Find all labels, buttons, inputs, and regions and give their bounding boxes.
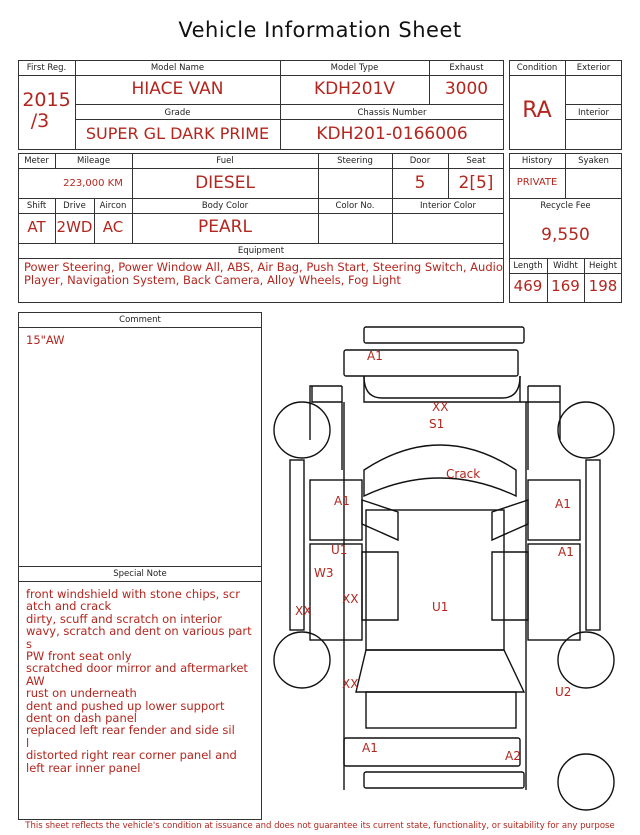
diagram-roof [366, 510, 504, 650]
special-note-line: left rear inner panel [26, 760, 141, 775]
model-name-label: Model Name [150, 63, 205, 73]
mark-left-xx1: XX [342, 592, 359, 606]
special-note-label: Special Note [113, 569, 167, 579]
equipment-label: Equipment [237, 246, 285, 256]
mark-right-front: A1 [555, 497, 571, 511]
diagram-right-front-fender [528, 386, 560, 470]
diagram-left-front-door [310, 480, 362, 540]
special-note-line: rust on underneath [26, 686, 137, 701]
drive-label: Drive [63, 201, 86, 211]
condition-label: Condition [516, 63, 558, 73]
chassis-number-value: KDH201-0166006 [316, 124, 468, 144]
vehicle-damage-diagram [270, 320, 630, 820]
special-note-line: scratched door mirror and aftermarket [26, 661, 248, 676]
recycle-fee-label: Recycle Fee [540, 201, 591, 211]
diagram-left-front-fender [310, 386, 342, 470]
height-label: Height [588, 261, 618, 271]
mileage-label: Mileage [76, 156, 111, 166]
first-reg-year: 2015 [22, 89, 71, 111]
interior-label: Interior [577, 108, 609, 118]
special-note-line: wavy, scratch and dent on various part [26, 624, 252, 639]
syaken-label: Syaken [578, 156, 609, 166]
equipment-line-2: Player, Navigation System, Back Camera, Alloy Wheels, Fog Light [24, 273, 401, 287]
special-note-line: replaced left rear fender and side sil [26, 723, 235, 738]
diagram-front-bumper-upper [364, 327, 524, 343]
exhaust-label: Exhaust [449, 63, 484, 73]
page-title: Vehicle Information Sheet [178, 18, 462, 42]
history-label: History [521, 156, 553, 166]
width-value: 169 [551, 277, 580, 295]
aircon-label: Aircon [99, 201, 127, 211]
mark-roof: U1 [432, 600, 449, 614]
fuel-label: Fuel [216, 156, 234, 166]
chassis-number-label: Chassis Number [357, 108, 427, 118]
aircon-value: AC [102, 218, 124, 236]
seat-label: Seat [466, 156, 486, 166]
history-value: PRIVATE [516, 177, 558, 188]
diagram-rear-bumper-lower [364, 772, 524, 788]
body-color-label: Body Color [201, 201, 249, 211]
drive-value: 2WD [56, 218, 93, 236]
grade-label: Grade [164, 108, 191, 118]
mark-right-u2: U2 [555, 685, 572, 699]
width-label: Widht [553, 261, 578, 271]
diagram-rear-gate [356, 650, 524, 692]
shift-label: Shift [26, 201, 47, 211]
first-reg-month: /3 [30, 110, 50, 132]
shift-value: AT [27, 218, 46, 236]
seat-value: 2[5] [458, 173, 494, 193]
meter-label: Meter [24, 156, 49, 166]
mark-hood-s: S1 [429, 417, 445, 431]
first-reg-label: First Reg. [26, 63, 67, 73]
fuel-value: DIESEL [195, 173, 255, 193]
interior-color-label: Interior Color [420, 201, 476, 211]
recycle-fee-value: 9,550 [541, 225, 590, 245]
length-label: Length [513, 261, 543, 271]
mark-left-xx2: XX [295, 604, 312, 618]
model-type-label: Model Type [330, 63, 379, 73]
model-name-value: HIACE VAN [131, 79, 224, 99]
mark-rear-right: A2 [505, 749, 521, 763]
door-label: Door [409, 156, 431, 166]
steering-label: Steering [337, 156, 373, 166]
special-note-line: AW [26, 673, 45, 688]
model-type-value: KDH201V [313, 79, 396, 99]
exterior-label: Exterior [576, 63, 611, 73]
color-no-label: Color No. [335, 201, 375, 211]
special-note-line: l [26, 735, 30, 750]
equipment-line-1: Power Steering, Power Window All, ABS, Air Bag, Push Start, Steering Switch, Audio [24, 260, 503, 274]
mark-left-w3: W3 [314, 566, 334, 580]
diagram-left-front-wheel [274, 402, 330, 458]
mark-left-front: A1 [334, 494, 350, 508]
mark-windshield: Crack [446, 467, 481, 481]
special-note-line: PW front seat only [26, 649, 132, 663]
diagram-windshield [364, 445, 516, 496]
mark-rear-left: A1 [362, 741, 378, 755]
diagram-spare-wheel [558, 754, 614, 810]
door-value: 5 [414, 173, 426, 193]
condition-grade: RA [522, 98, 552, 123]
body-color-value: PEARL [198, 217, 252, 237]
mark-left-xx3: XX [342, 677, 359, 691]
grade-value: SUPER GL DARK PRIME [85, 124, 270, 143]
mark-front-bumper: A1 [367, 349, 383, 363]
mark-right-a1: A1 [558, 545, 574, 559]
comment-label: Comment [119, 315, 161, 325]
special-note-line: dirty, scuff and scratch on interior [26, 611, 222, 626]
mileage-value: 223,000 KM [63, 178, 123, 189]
mark-left-u1: U1 [331, 543, 348, 557]
special-note-line: distorted right rear corner panel and [26, 748, 237, 763]
diagram-right-front-door [528, 480, 580, 540]
diagram-right-front-wheel [558, 402, 614, 458]
special-note-line: dent on dash panel [26, 711, 137, 725]
exhaust-value: 3000 [444, 79, 489, 99]
special-note-line: dent and pushed up lower support [26, 698, 225, 713]
special-note-line: s [26, 636, 32, 651]
special-note-line: atch and crack [26, 599, 112, 614]
disclaimer-footer: This sheet reflects the vehicle's condition at issuance and does not guarantee its current state, functionality, or suitability for any purpose [25, 821, 615, 831]
mark-hood-top: XX [432, 400, 449, 414]
height-value: 198 [588, 277, 618, 295]
comment-text: 15"AW [26, 333, 65, 347]
special-note-line: front windshield with stone chips, scr [26, 587, 240, 601]
length-value: 469 [513, 277, 543, 295]
